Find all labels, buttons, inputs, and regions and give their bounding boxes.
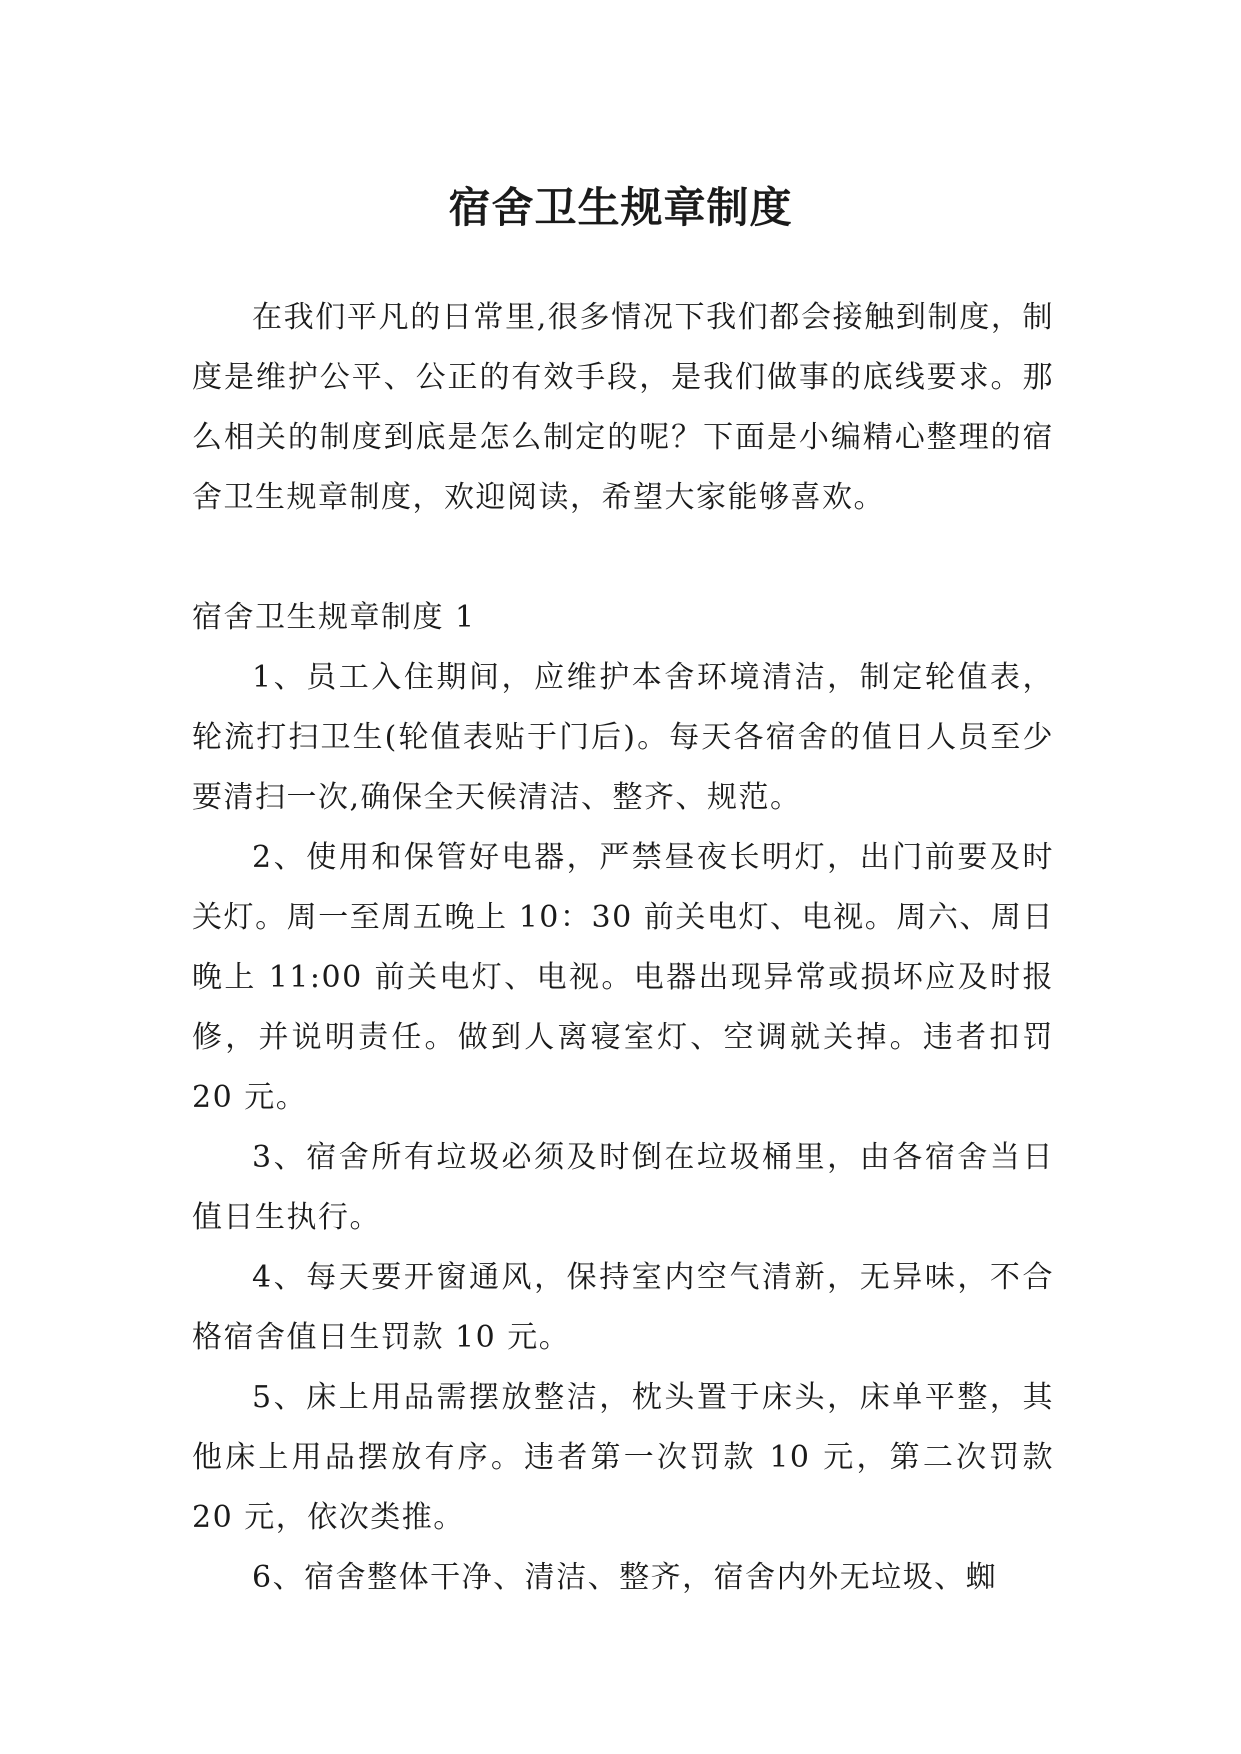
rule-item-3: 3、宿舍所有垃圾必须及时倒在垃圾桶里，由各宿舍当日值日生执行。	[192, 1140, 1054, 1235]
rule-item-4: 4、每天要开窗通风，保持室内空气清新，无异味，不合格宿舍值日生罚款 10 元。	[192, 1260, 1054, 1355]
rule-item-5: 5、床上用品需摆放整洁，枕头置于床头，床单平整，其他床上用品摆放有序。违者第一次罚款 10 元，第二次罚款 20 元，依次类推。	[192, 1380, 1054, 1535]
rule-item-2: 2、使用和保管好电器，严禁昼夜长明灯，出门前要及时关灯。周一至周五晚上 10：30 前关电灯、电视。周六、周日晚上 11:00 前关电灯、电视。电器出现异常或损坏应及时报修，并说明责任。做到人离寝室灯、空调就关掉。违者扣罚 20 元。	[192, 840, 1054, 1115]
document-title: 宿舍卫生规章制度	[448, 183, 793, 233]
rule-item-6: 6、宿舍整体干净、清洁、整齐，宿舍内外无垃圾、蜘	[252, 1560, 998, 1595]
intro-paragraph: 在我们平凡的日常里,很多情况下我们都会接触到制度，制度是维护公平、公正的有效手段，是我们做事的底线要求。那么相关的制度到底是怎么制定的呢？下面是小编精心整理的宿舍卫生规章制度，欢迎阅读，希望大家能够喜欢。	[192, 300, 1054, 515]
document-body	[192, 288, 1054, 1608]
rule-item-1: 1、员工入住期间，应维护本舍环境清洁，制定轮值表，轮流打扫卫生(轮值表贴于门后)。每天各宿舍的值日人员至少要清扫一次,确保全天候清洁、整齐、规范。	[192, 660, 1054, 815]
section-heading: 宿舍卫生规章制度 1	[192, 600, 476, 635]
